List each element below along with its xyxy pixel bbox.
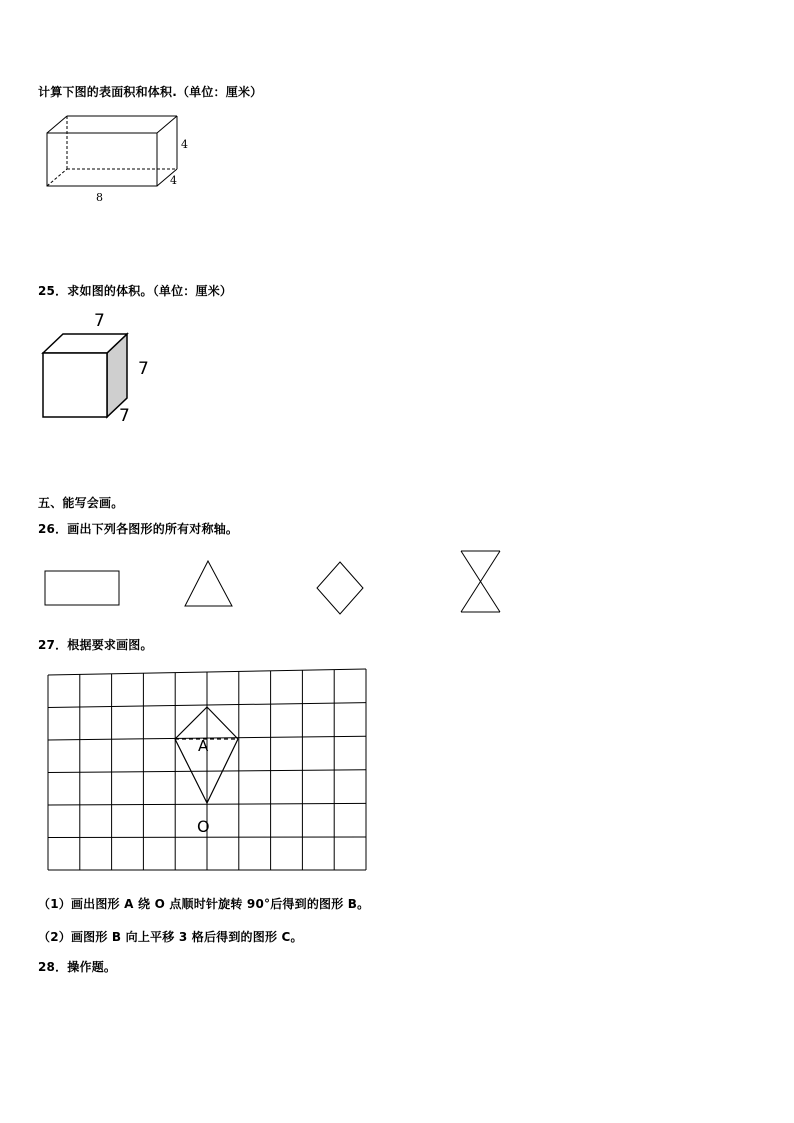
cuboid-length-label: 8 bbox=[96, 191, 103, 204]
cube-figure bbox=[38, 305, 163, 425]
cube-top-label: 7 bbox=[94, 311, 105, 331]
question-28: 28．操作题。 bbox=[38, 960, 117, 974]
symmetry-shapes bbox=[40, 548, 510, 618]
rectangle-shape bbox=[45, 571, 119, 605]
question-25: 25．求如图的体积。（单位：厘米） bbox=[38, 284, 233, 298]
question-26: 26．画出下列各图形的所有对称轴。 bbox=[38, 522, 239, 536]
question-surface-volume: 计算下图的表面积和体积.（单位：厘米） bbox=[38, 85, 263, 99]
cuboid-figure bbox=[40, 112, 200, 207]
rhombus-shape bbox=[317, 562, 363, 614]
cuboid-width-label: 4 bbox=[170, 174, 177, 187]
question-27: 27．根据要求画图。 bbox=[38, 638, 153, 652]
grid-figure bbox=[46, 666, 371, 876]
shape-a-label: A bbox=[198, 737, 209, 755]
triangle-shape bbox=[185, 561, 232, 606]
hourglass-shape bbox=[461, 551, 500, 612]
question-27-part-2: （2）画图形 B 向上平移 3 格后得到的图形 C。 bbox=[38, 930, 303, 944]
point-o-label: O bbox=[197, 817, 210, 836]
cube-depth-label: 7 bbox=[119, 406, 130, 425]
cube-side-label: 7 bbox=[138, 359, 149, 379]
question-27-part-1: （1）画出图形 A 绕 O 点顺时针旋转 90°后得到的图形 B。 bbox=[38, 897, 370, 911]
cuboid-height-label: 4 bbox=[181, 138, 188, 151]
section-5-title: 五、能写会画。 bbox=[38, 496, 124, 510]
